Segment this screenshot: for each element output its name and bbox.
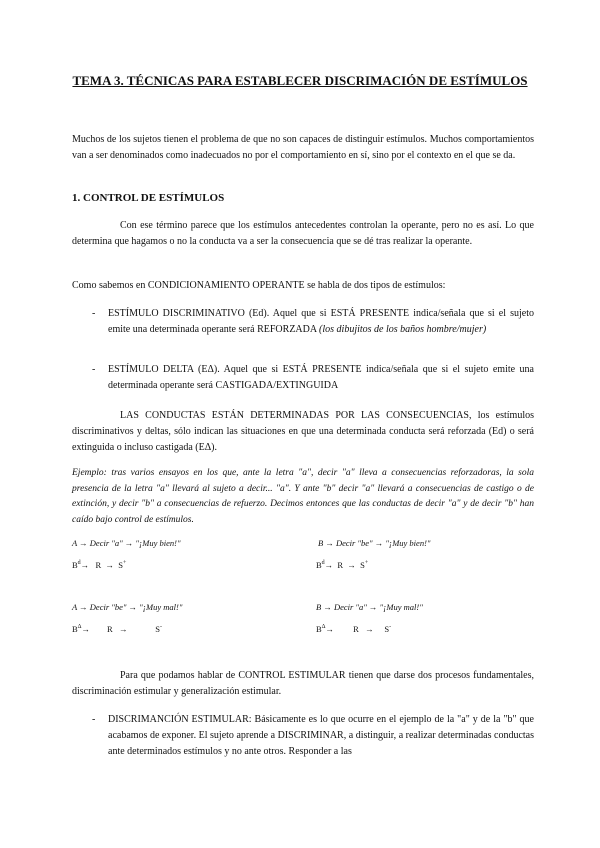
formula-edelta-negative: $B^\Delta\to$ R → S- [72,624,162,634]
equation-b-be: B → Decir "be" → "¡Muy bien!" [318,538,431,548]
bullet-marker: - [92,714,96,725]
equation-b-a: B → Decir "a" → "¡Muy mal!" [316,602,423,612]
page-title: TEMA 3. TÉCNICAS PARA ESTABLECER DISCRIMACIÓN DE ESTÍMULOS [72,73,528,88]
formula-edelta-negative-b: $B^\Delta\to$ R → S- [316,624,392,634]
bullet-ed-text: ESTÍMULO DISCRIMINATIVO (Ed). Aquel que si ESTÁ PRESENTE indica/señala que si el sujeto emite una determinada operante será REFORZADA [108,308,534,335]
paragraph-control: Con ese término parece que los estímulos antecedentes controlan la operante, pero no es así. Lo que determina que hagamos o no la conducta va a ser la consecuencia que se dé tras realizar la operante. [72,220,534,247]
equation-a-be: A → Decir "be" → "¡Muy mal!" [72,602,183,612]
section-heading: 1. CONTROL DE ESTÍMULOS [72,192,225,204]
intro-paragraph: Muchos de los sujetos tienen el problema de que no son capaces de distinguir estímulos. Muchos comportamientos van a ser denominados como inadecuados no por el comportamiento en sí, sino por el contexto en el que se da. [72,134,534,161]
paragraph-stimulus-control: Para que podamos hablar de CONTROL ESTIMULAR tienen que darse dos procesos fundamentales, discriminación estimular y generalización estimular. [72,670,534,697]
paragraph-consequences: LAS CONDUCTAS ESTÁN DETERMINADAS POR LAS CONSECUENCIAS, los estímulos discriminativos y deltas, sólo indican las situaciones en que una determinada conducta será reforzada (Ed) o será extinguida o incluso castigada (EΔ). [72,410,534,453]
formula-ed-positive-b: $B^d\to R \to S^+$ [316,560,369,570]
bullet-ed-example: (los dibujitos de los baños hombre/mujer) [319,324,487,335]
bullet-marker: - [92,308,96,319]
example-paragraph: Ejemplo: tras varios ensayos en los que, ante la letra "a", decir "a" lleva a consecuencias reforzadoras, la sola presencia de la letra "a" llevará al sujeto a decir... "a". Y ante "b" decir "a" llevará a consecuencias de castigo o de extinción, y decir "b" a consecuencias de refuerzo. Decimos entonces que las conductas de decir "a" y de decir "b" han caído bajo control de estímulos. [72,468,534,525]
paragraph-types: Como sabemos en CONDICIONAMIENTO OPERANTE se habla de dos tipos de estímulos: [72,280,446,291]
bullet-marker: - [92,364,96,375]
bullet-edelta: ESTÍMULO DELTA (EΔ). Aquel que si ESTÁ PRESENTE indica/señala que si el sujeto emite una determinada operante será CASTIGADA/EXTINGUIDA [108,364,534,391]
equation-a-a: A → Decir "a" → "¡Muy bien!" [72,538,181,548]
bullet-discrimination: DISCRIMANCIÓN ESTIMULAR: Básicamente es lo que ocurre en el ejemplo de la "a" y de la "b" que acabamos de exponer. El sujeto aprende a DISCRIMINAR, a distinguir, a realizar determinadas conductas ante determinados estímulos y no ante otros. Responder a las [108,714,534,757]
bullet-ed [108,306,534,338]
formula-ed-positive: $B^d\to$ R → S+ [72,560,127,570]
